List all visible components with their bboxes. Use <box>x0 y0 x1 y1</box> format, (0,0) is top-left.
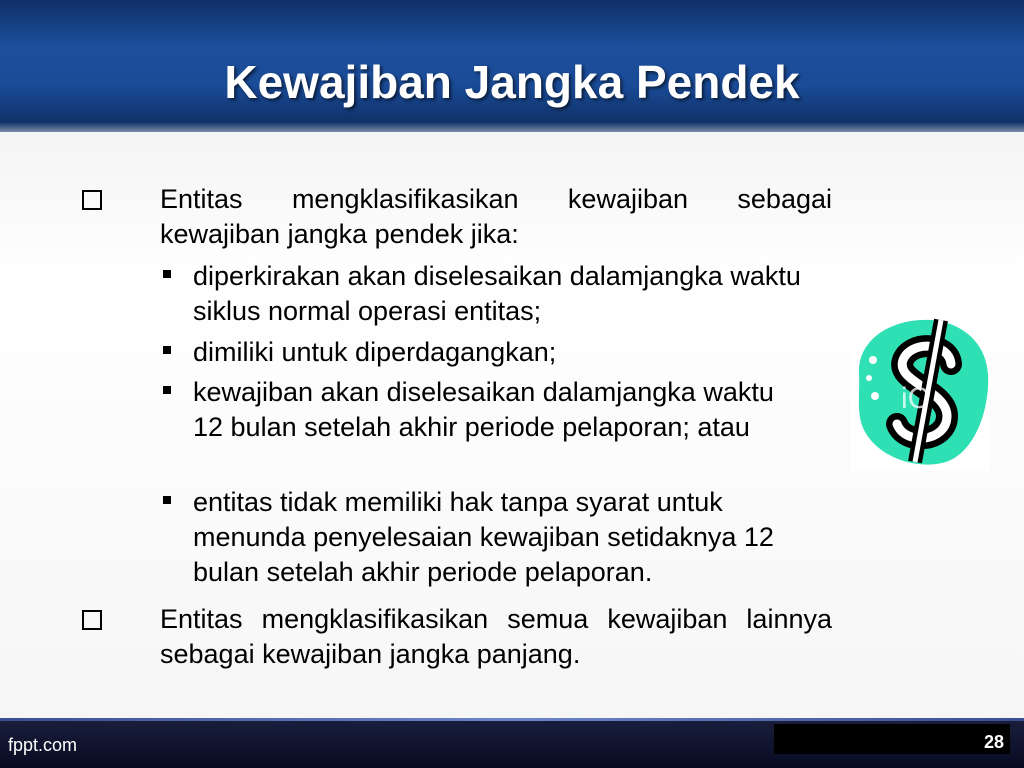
square-bullet-icon <box>163 270 171 278</box>
dollar-sign-icon <box>851 312 990 471</box>
square-bullet-icon <box>163 346 171 354</box>
slide-title: Kewajiban Jangka Pendek <box>224 56 800 108</box>
checkbox-bullet-icon <box>82 190 102 210</box>
footer-divider <box>0 718 1024 721</box>
main-point-2: Entitas mengklasifikasikan semua kewajiban lainnya sebagai kewajiban jangka panjang. <box>160 604 832 669</box>
square-bullet-icon <box>163 496 171 504</box>
main-point-1: Entitas mengklasifikasikan kewajiban sebagai kewajiban jangka pendek jika: <box>160 184 832 249</box>
sub-point-4: entitas tidak memiliki hak tanpa syarat untuk menunda penyelesaian kewajiban setidaknya 12 bulan setelah akhir periode pelaporan. <box>193 487 774 587</box>
logo-watermark: iC <box>901 382 930 415</box>
footer-site-label: fppt.com <box>8 735 78 755</box>
sub-point-3: kewajiban akan diselesaikan dalamjangka waktu 12 bulan setelah akhir periode pelaporan; atau <box>193 377 774 442</box>
sub-point-2: dimiliki untuk diperdagangkan; <box>193 337 557 367</box>
square-bullet-icon <box>163 386 171 394</box>
page-number: 28 <box>983 732 1004 752</box>
sub-point-1: diperkirakan akan diselesaikan dalamjangka waktu siklus normal operasi entitas; <box>193 261 801 326</box>
checkbox-bullet-icon <box>82 610 102 630</box>
